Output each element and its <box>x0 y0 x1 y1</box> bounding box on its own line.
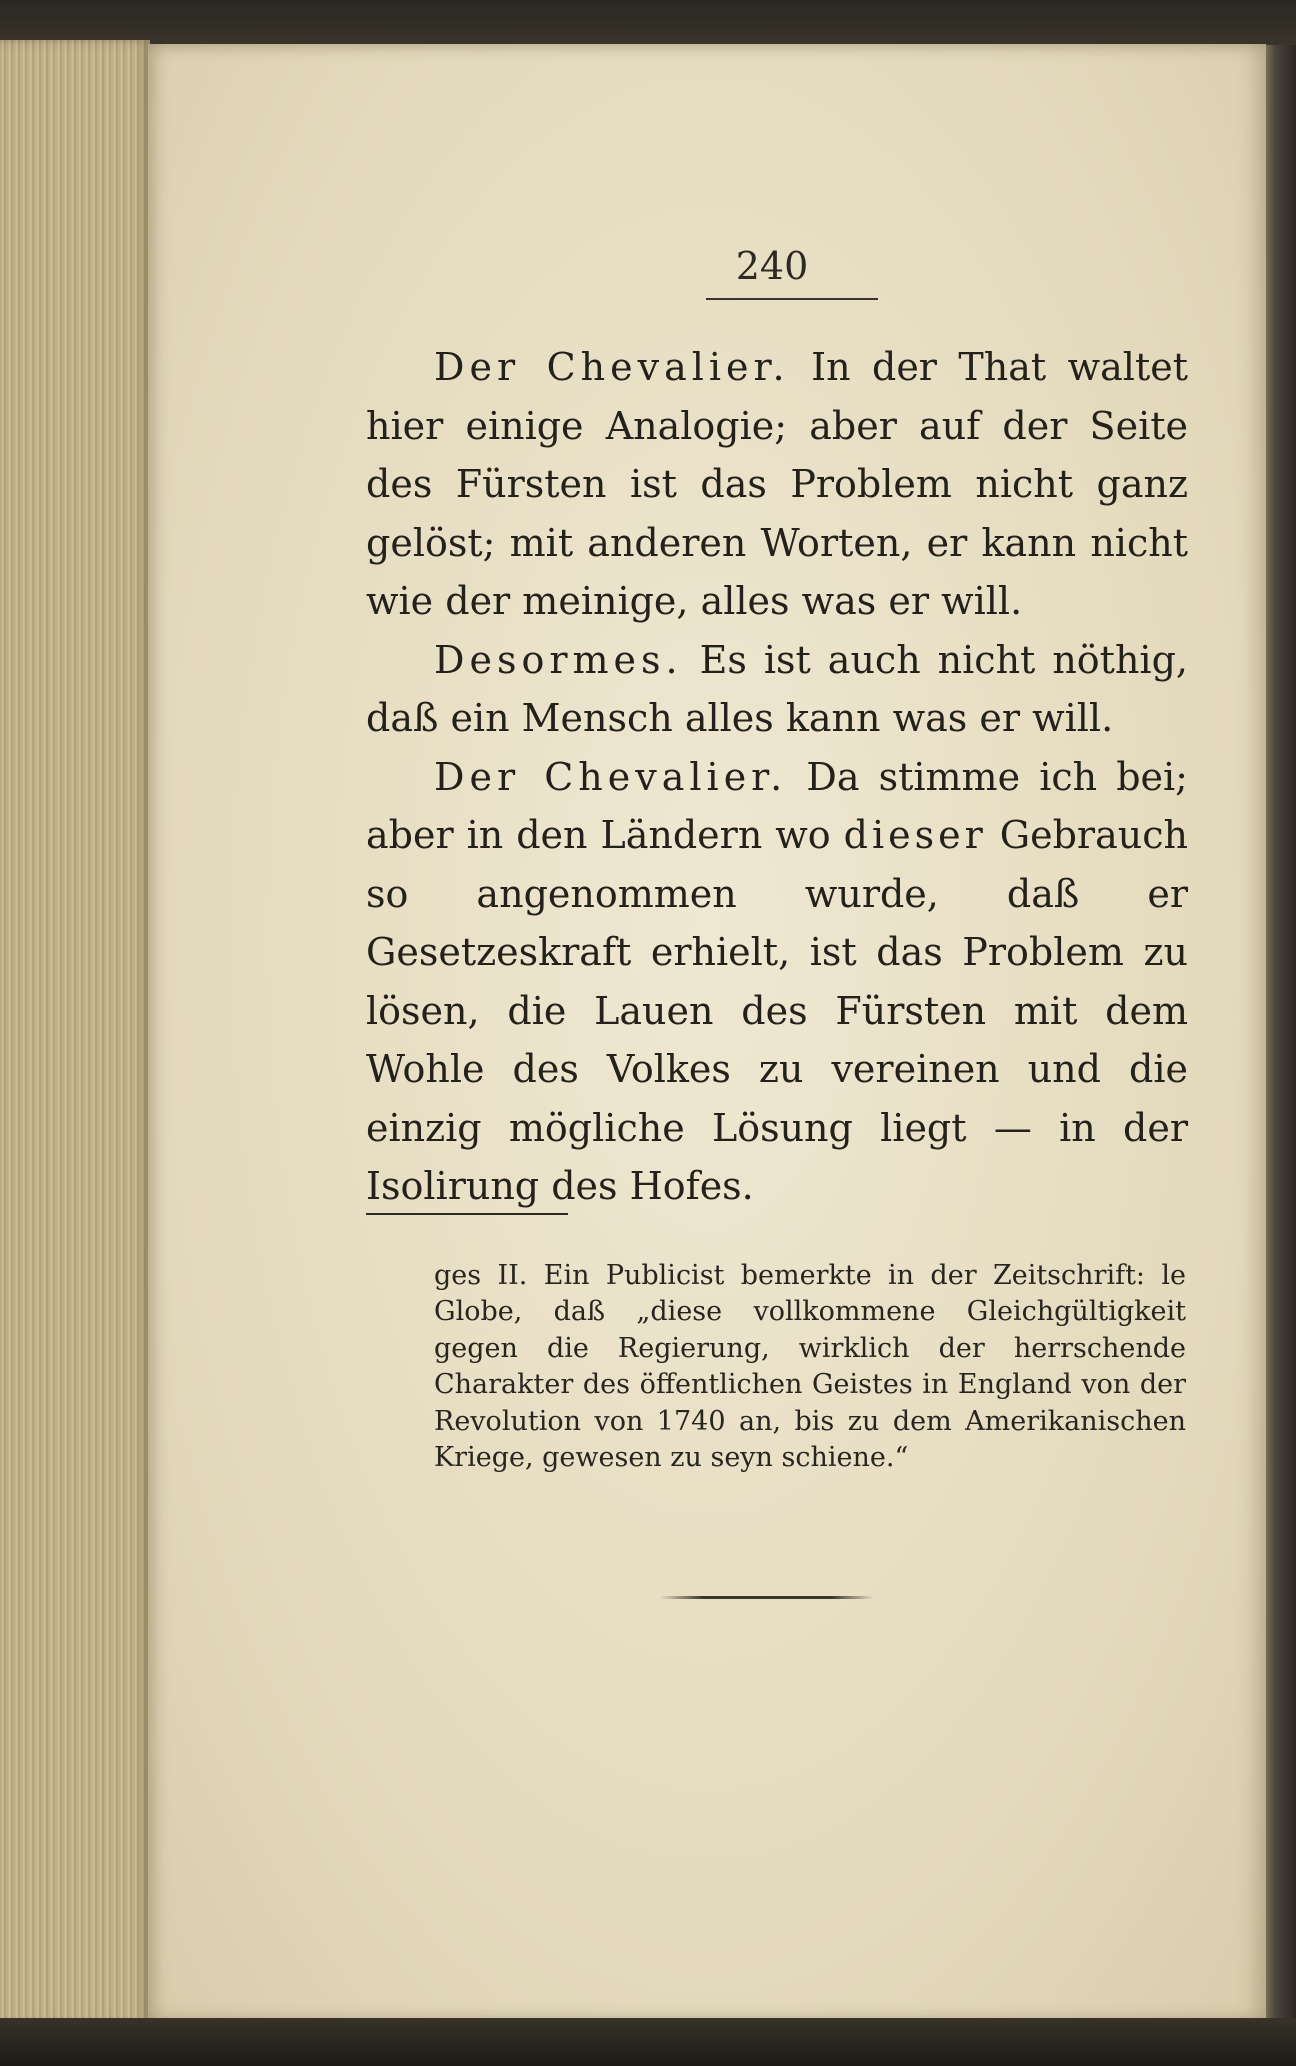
footnote: ges II. Ein Publicist bemerkte in der Zeitschrift: le Globe, daß „diese vollkommene Gleichgültigkeit gegen die Regierung, wirklich der herrschende Charakter des öffentlichen Geistes in England von der Revolution von 1740 an, bis zu dem Amerikanischen Kriege, gewesen zu seyn schiene.“ <box>434 1260 1186 1474</box>
speaker-name: Der Chevalier. <box>434 754 788 799</box>
main-text <box>366 338 1188 1216</box>
speaker-name: Desormes. <box>434 637 683 682</box>
paragraph-text: Es ist auch nicht nöthig, daß ein Mensch alles kann was er will. <box>366 637 1188 740</box>
page-number: 240 <box>735 244 809 288</box>
scan-bottom-border <box>0 2018 1296 2066</box>
emphasized-word: dieser <box>843 813 987 857</box>
closing-rule <box>660 1596 874 1599</box>
paragraph <box>366 338 1188 631</box>
paragraph <box>366 631 1188 748</box>
speaker-name: Der Chevalier. <box>434 345 790 389</box>
book-spine-edge <box>1262 45 1296 2020</box>
paragraph-text: Da stimme ich bei; aber in den Ländern wo <box>366 754 1188 857</box>
paragraph-text: Gebrauch so angenommen wurde, daß er Gesetzeskraft erhielt, ist das Problem zu lösen, die Lauen des Fürsten mit dem Wohle des Volkes zu vereinen und die einzig mögliche Lösung liegt — in der Isolirung des Hofes. <box>366 813 1188 1208</box>
page-number-rule <box>706 298 878 300</box>
paragraph-text: In der That waltet hier einige Analogie; aber auf der Seite des Fürsten ist das Problem nicht ganz gelöst; mit anderen Worten, er kann nicht wie der meinige, alles was er will. <box>366 345 1188 623</box>
book-page-edges <box>0 40 150 2025</box>
paragraph <box>366 748 1188 1216</box>
footnote-rule <box>366 1213 568 1215</box>
